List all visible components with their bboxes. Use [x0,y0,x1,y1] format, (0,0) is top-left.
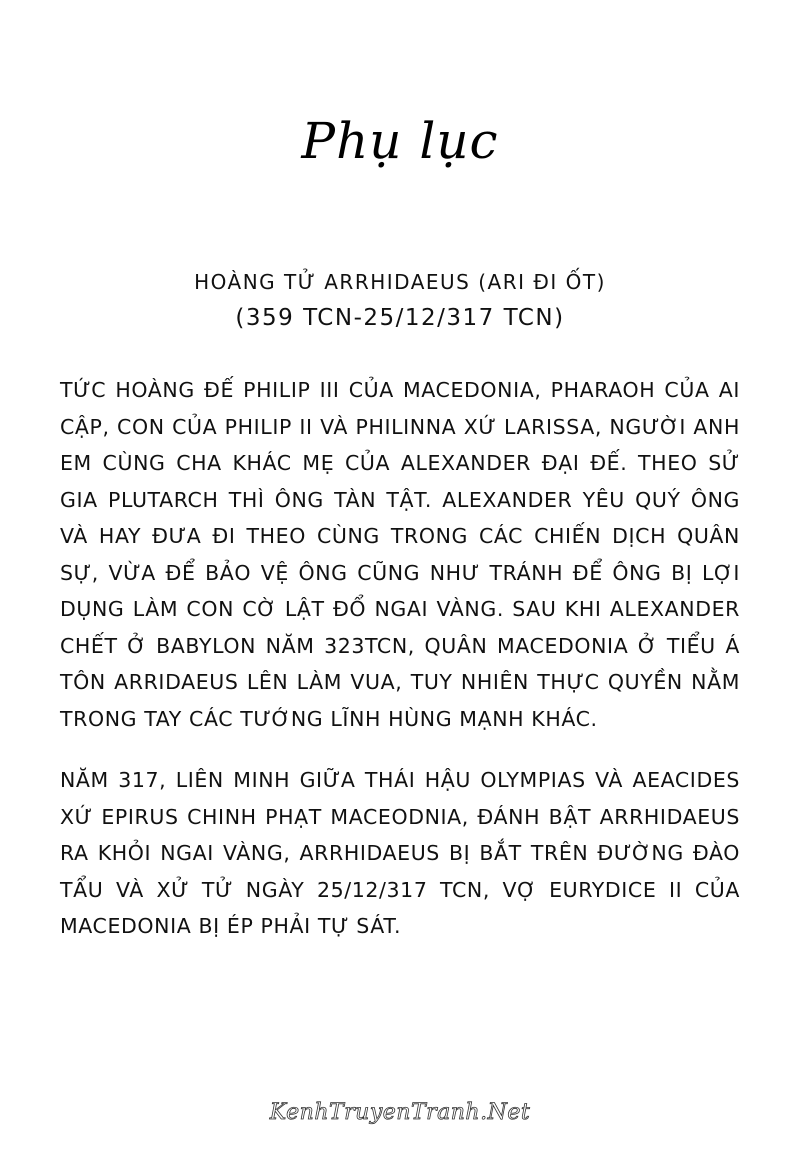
page-title: Phụ lục [301,112,499,170]
subtitle-name: HOÀNG TỬ ARRHIDAEUS (ARI ĐI ỐT) [194,270,606,294]
site-watermark: KenhTruyenTranh.Net [269,1100,531,1125]
paragraph-biography: TỨC HOÀNG ĐẾ PHILIP III CỦA MACEDONIA, PHARAOH CỦA AI CẬP, CON CỦA PHILIP II VÀ PHILINNA XỨ LARISSA, NGƯỜI ANH EM CÙNG CHA KHÁC MẸ CỦA ALEXANDER ĐẠI ĐẾ. THEO SỬ GIA PLUTARCH THÌ ÔNG TÀN TẬT. ALEXANDER YÊU QUÝ ÔNG VÀ HAY ĐƯA ĐI THEO CÙNG TRONG CÁC CHIẾN DỊCH QUÂN SỰ, VỪA ĐỂ BẢO VỆ ÔNG CŨNG NHƯ TRÁNH ĐỂ ÔNG BỊ LỢI DỤNG LÀM CON CỜ LẬT ĐỔ NGAI VÀNG. SAU KHI ALEXANDER CHẾT Ở BABYLON NĂM 323TCN, QUÂN MACEDONIA Ở TIỂU Á TÔN ARRIDAEUS LÊN LÀM VUA, TUY NHIÊN THỰC QUYỀN NẰM TRONG TAY CÁC TƯỚNG LĨNH HÙNG MẠNH KHÁC. [60,378,740,731]
subtitle-dates: (359 TCN-25/12/317 TCN) [235,305,565,331]
paragraph-death: NĂM 317, LIÊN MINH GIỮA THÁI HẬU OLYMPIAS VÀ AEACIDES XỨ EPIRUS CHINH PHẠT MACEODNIA, ĐÁNH BẬT ARRHIDAEUS RA KHỎI NGAI VÀNG, ARRHIDAEUS BỊ BẮT TRÊN ĐƯỜNG ĐÀO TẨU VÀ XỬ TỬ NGÀY 25/12/317 TCN, VỢ EURYDICE II CỦA MACEDONIA BỊ ÉP PHẢI TỰ SÁT. [60,768,740,938]
